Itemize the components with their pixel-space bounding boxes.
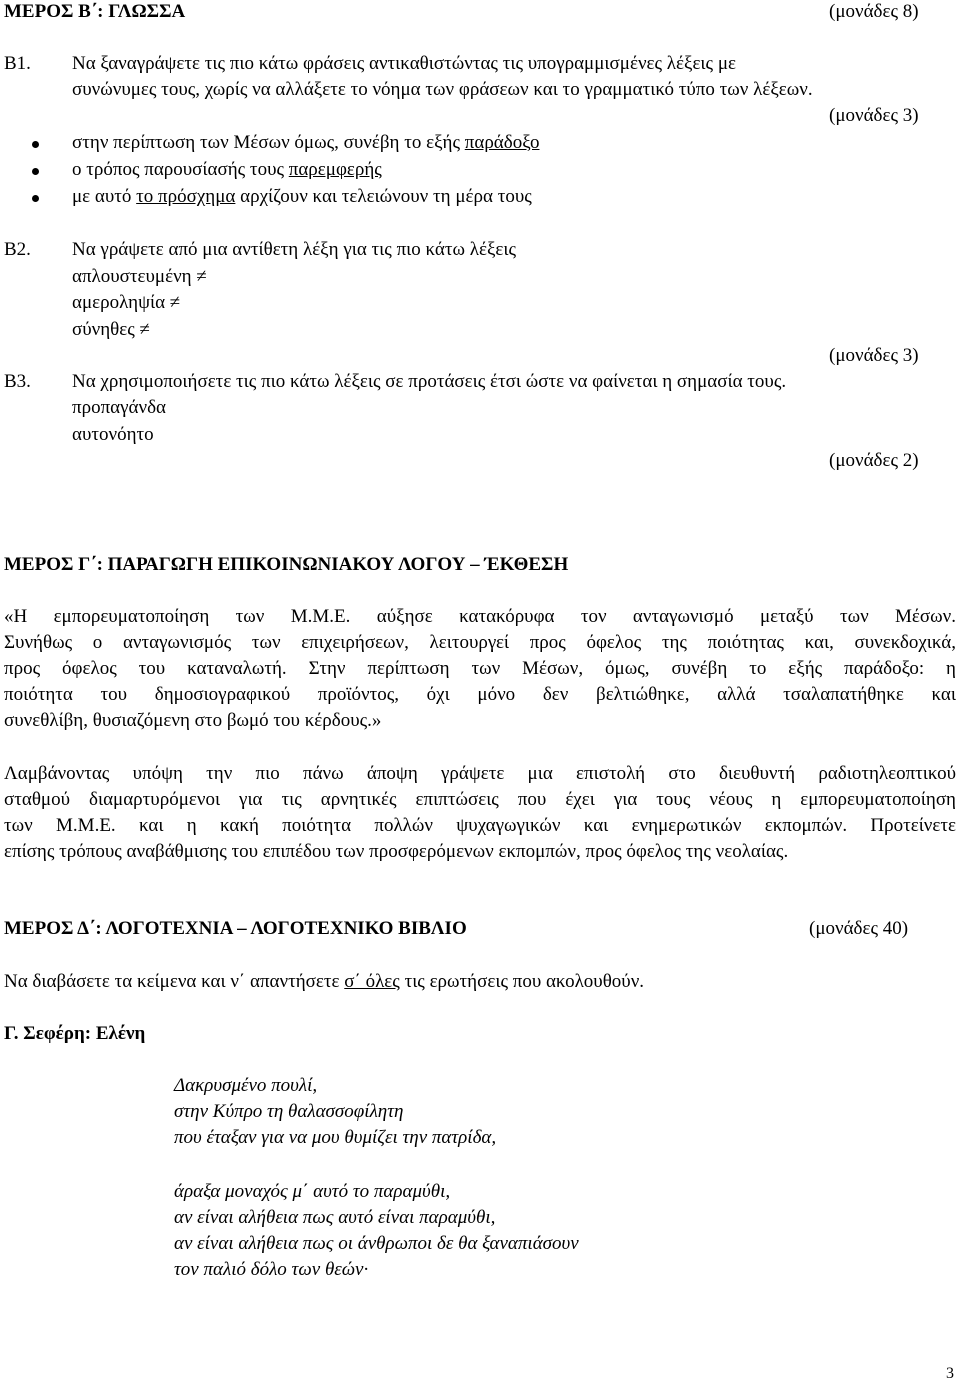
b1-phrase-2: ο τρόπος παρουσίασής τους παρεμφερής xyxy=(72,159,382,180)
part-d-points: (μονάδες 40) xyxy=(809,918,909,939)
b2-word-1: απλουστευμένη ≠ xyxy=(72,266,207,287)
poem-line: στην Κύπρο τη θαλασσοφίλητη xyxy=(174,1101,404,1122)
b1-phrase-1: στην περίπτωση των Μέσων όμως, συνέβη το εξής παράδοξο xyxy=(72,132,540,153)
b1-phrase-3: με αυτό το πρόσχημα αρχίζουν και τελειώνουν τη μέρα τους xyxy=(72,186,532,207)
poem-line: αν είναι αλήθεια πως οι άνθρωποι δε θα ξαναπιάσουν xyxy=(174,1233,579,1254)
poem-line: Δακρυσμένο πουλί, xyxy=(174,1075,318,1096)
b2-word-3: σύνηθες ≠ xyxy=(72,319,150,340)
b2-instruction: Να γράψετε από μια αντίθετη λέξη για τις πιο κάτω λέξεις xyxy=(72,239,517,260)
part-c-title: ΜΕΡΟΣ Γ΄: ΠΑΡΑΓΩΓΗ ΕΠΙΚΟΙΝΩΝΙΑΚΟΥ ΛΟΓΟΥ – ΈΚΘΕΣΗ xyxy=(4,554,569,575)
quote-line-2: Συνήθως ο ανταγωνισμός των επιχειρήσεων, λειτουργεί προς όφελος της ποιότητας και, συνεκδοχικά, xyxy=(4,632,956,653)
part-d-instruction: Να διαβάσετε τα κείμενα και ν΄ απαντήσετε σ΄ όλες τις ερωτήσεις που ακολουθούν. xyxy=(4,971,645,992)
part-b-points: (μονάδες 8) xyxy=(829,1,919,22)
task-line-2: σταθμού διαμαρτυρόμενοι για τις αρνητικές επιπτώσεις που έχει για τους νέους η εμπορευματοποίηση xyxy=(4,789,956,810)
poem-line: αν είναι αλήθεια πως αυτό είναι παραμύθι, xyxy=(174,1207,496,1228)
b3-points: (μονάδες 2) xyxy=(829,450,919,471)
b1-number: Β1. xyxy=(4,53,31,74)
poem-line: άραξα μοναχός μ΄ αυτό το παραμύθι, xyxy=(174,1181,451,1202)
b1-instruction-line-1: Να ξαναγράψετε τις πιο κάτω φράσεις αντικαθιστώντας τις υπογραμμισμένες λέξεις με xyxy=(72,53,736,74)
task-line-4: επίσης τρόπους αναβάθμισης του επιπέδου των προσφερόμενων εκπομπών, προς όφελος της νεολαίας. xyxy=(4,841,789,862)
task-line-3: των Μ.Μ.Ε. και η κακή ποιότητα πολλών ψυχαγωγικών και ενημερωτικών εκπομπών. Προτείνετε xyxy=(4,815,956,836)
page-number: 3 xyxy=(946,1365,954,1382)
quote-line-5: συνεθλίβη, θυσιαζόμενη στο βωμό του κέρδους.» xyxy=(4,710,382,731)
poem-line: τον παλιό δόλο των θεών· xyxy=(174,1259,369,1280)
quote-line-3: προς όφελος του καταναλωτή. Στην περίπτωση των Μέσων, όμως, συνέβη το εξής παράδοξο: η xyxy=(4,658,956,679)
task-line-1: Λαμβάνοντας υπόψη την πιο πάνω άποψη γράψετε μια επιστολή στο διευθυντή ραδιοτηλεοπτικού xyxy=(4,763,956,784)
quote-line-4: ποιότητα του δημοσιογραφικού προϊόντος, όχι μόνο δεν βελτιώθηκε, αλλά τσαλαπατήθηκε και xyxy=(4,684,956,705)
b3-instruction: Να χρησιμοποιήσετε τις πιο κάτω λέξεις σε προτάσεις έτσι ώστε να φαίνεται η σημασία τους. xyxy=(72,371,787,392)
b2-points: (μονάδες 3) xyxy=(829,345,919,366)
quote-line-1: «Η εμπορευματοποίηση των Μ.Μ.Ε. αύξησε κατακόρυφα τον ανταγωνισμό μεταξύ των Μέσων. xyxy=(4,606,956,627)
bullet-icon xyxy=(32,195,39,202)
b3-number: Β3. xyxy=(4,371,31,392)
b1-instruction-line-2: συνώνυμες τους, χωρίς να αλλάξετε το νόημα των φράσεων και το γραμματικό τύπο των λέξεων. xyxy=(72,79,813,100)
part-d-title: ΜΕΡΟΣ Δ΄: ΛΟΓΟΤΕΧΝΙΑ – ΛΟΓΟΤΕΧΝΙΚΟ ΒΙΒΛΙΟ xyxy=(4,918,467,939)
bullet-icon xyxy=(32,141,39,148)
b3-word-2: αυτονόητο xyxy=(72,424,154,445)
poem-line: που έταξαν για να μου θυμίζει την πατρίδα, xyxy=(174,1127,497,1148)
part-b-title: ΜΕΡΟΣ Β΄: ΓΛΩΣΣΑ xyxy=(4,1,186,22)
b2-number: Β2. xyxy=(4,239,31,260)
b1-points: (μονάδες 3) xyxy=(829,105,919,126)
bullet-icon xyxy=(32,168,39,175)
poem-title: Γ. Σεφέρη: Ελένη xyxy=(4,1023,146,1044)
b2-word-2: αμεροληψία ≠ xyxy=(72,292,181,313)
b3-word-1: προπαγάνδα xyxy=(72,397,166,418)
